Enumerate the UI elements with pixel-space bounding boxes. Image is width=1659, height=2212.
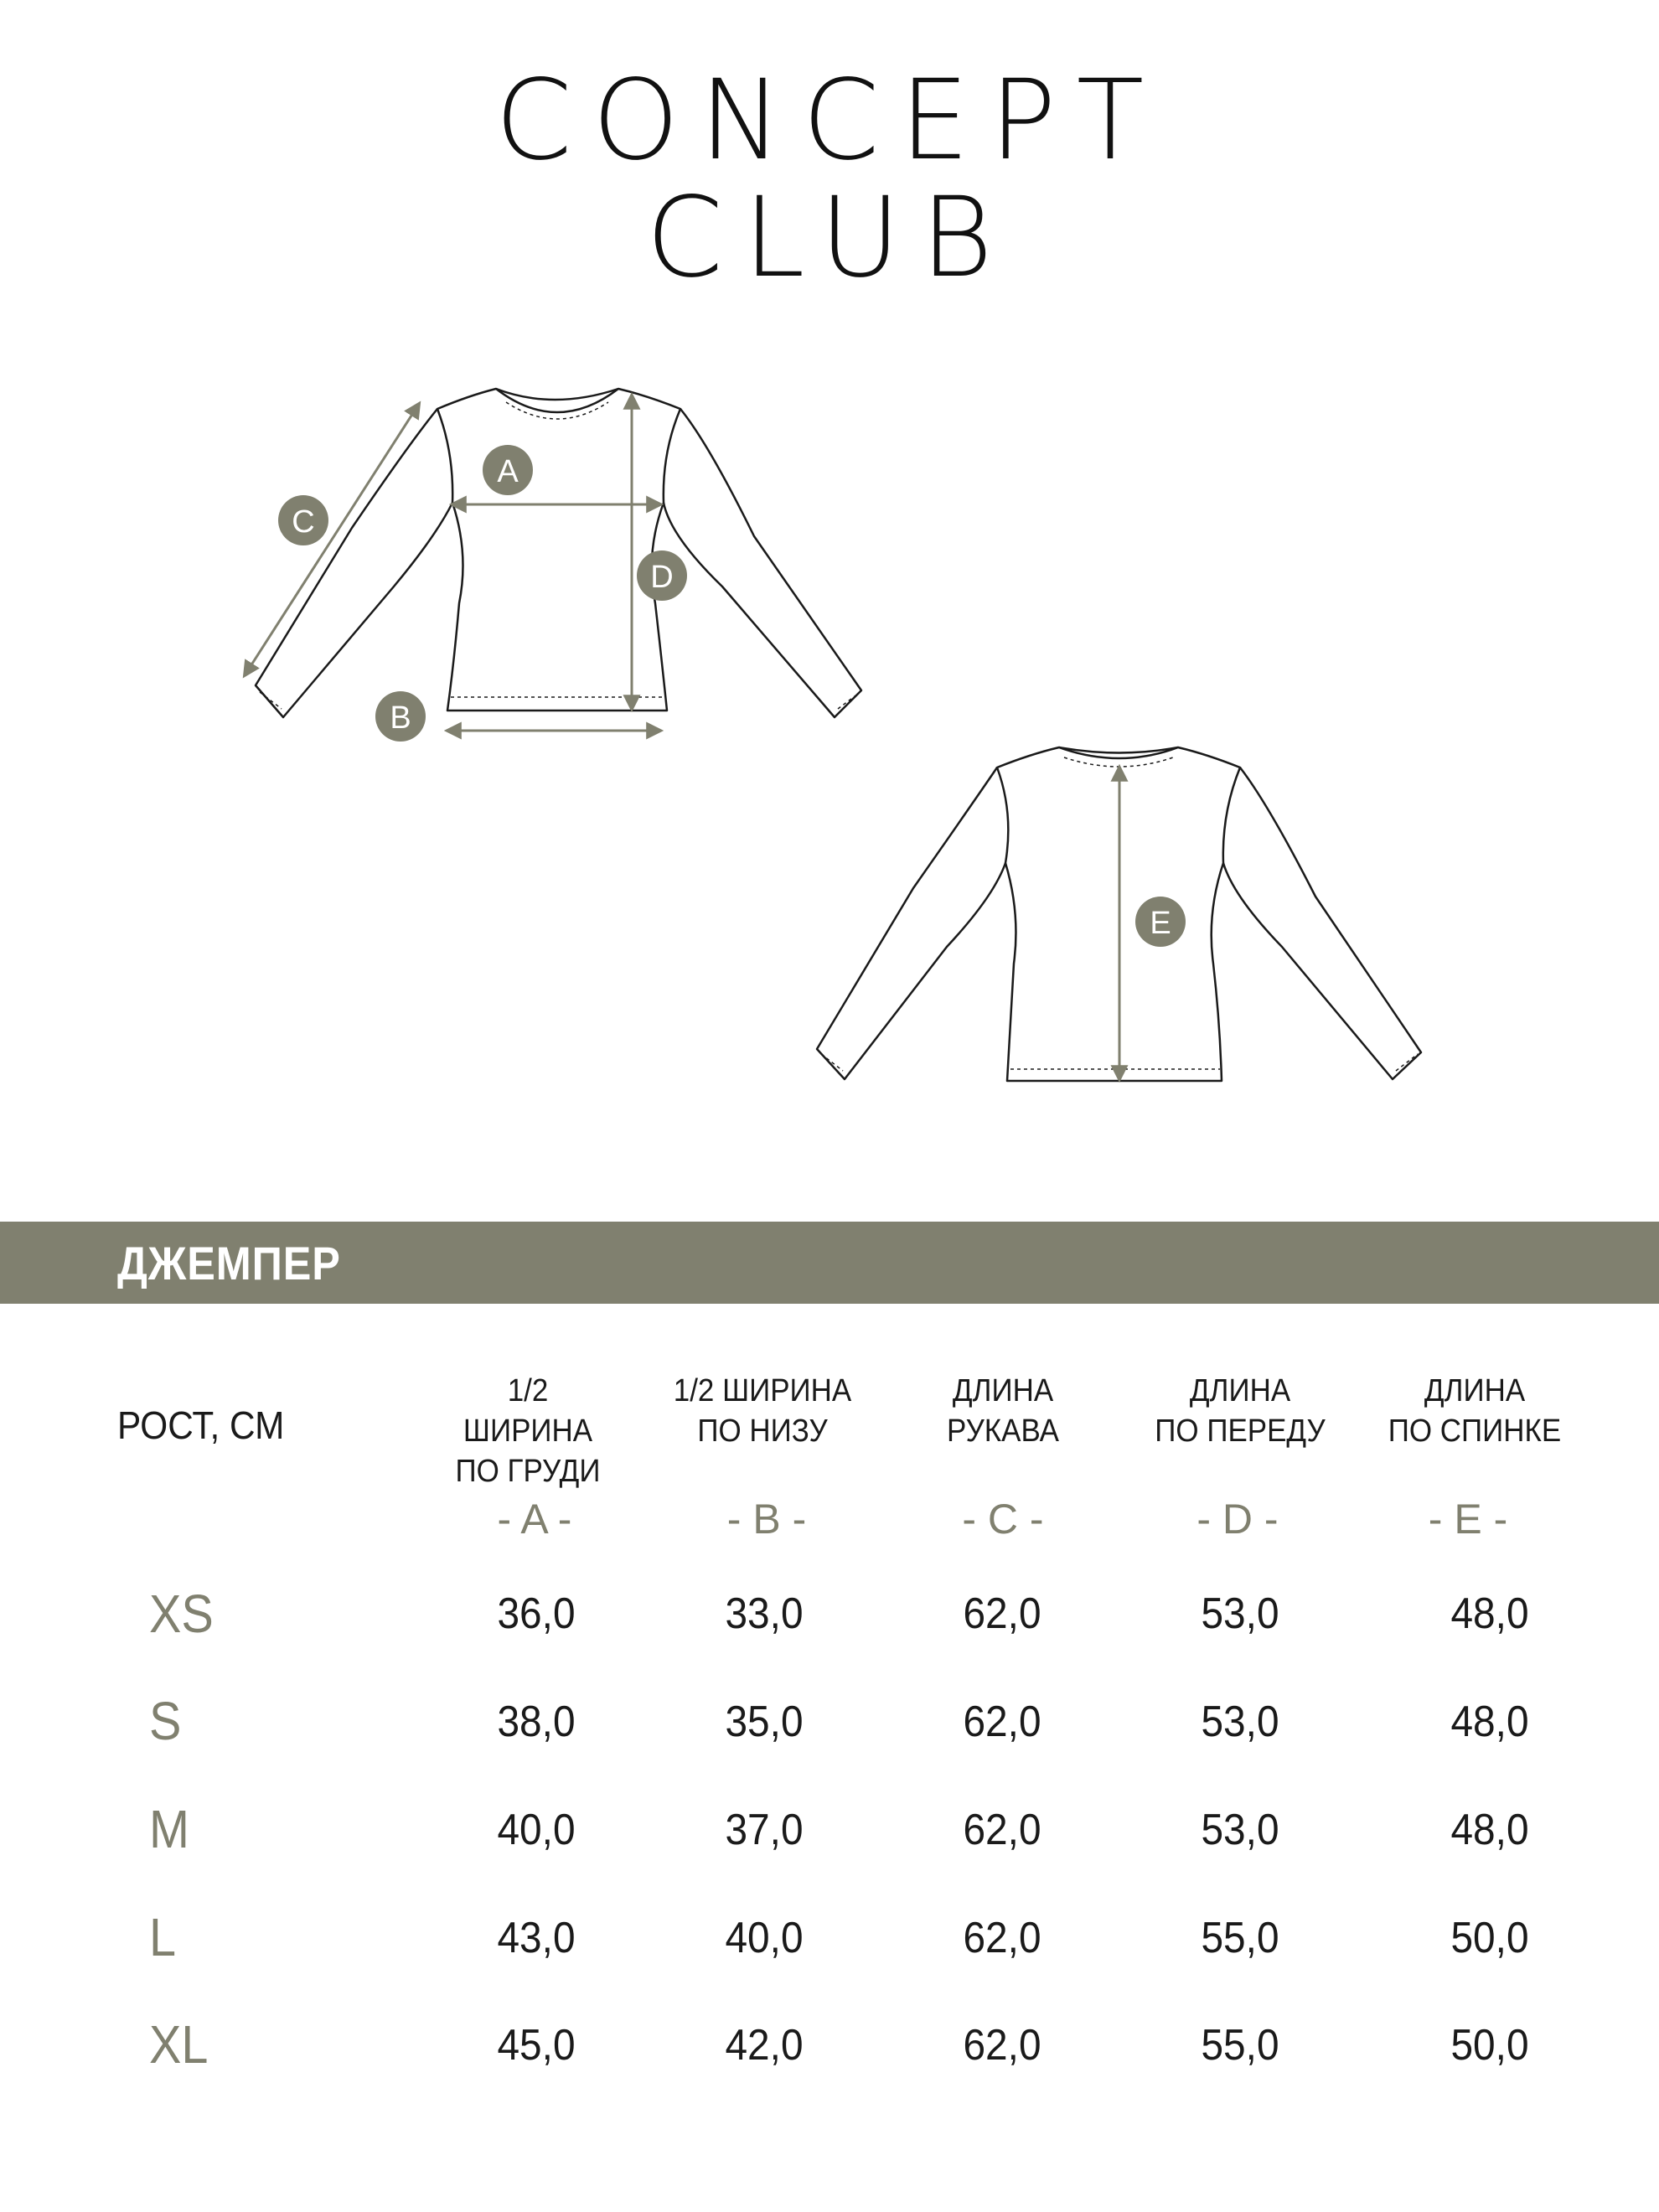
brand-logo-line1: CONCEPT bbox=[494, 56, 1165, 185]
marker-d-label: D bbox=[650, 560, 674, 595]
marker-b bbox=[375, 691, 426, 742]
size-label-s: S bbox=[149, 1691, 182, 1751]
column-header-c: ДЛИНА РУКАВА bbox=[947, 1373, 1059, 1449]
table-cell: 62,0 bbox=[963, 1589, 1041, 1638]
table-cell: 38,0 bbox=[497, 1698, 576, 1746]
garment-diagram bbox=[0, 335, 1659, 1123]
column-header-d: ДЛИНА ПО ПЕРЕДУ bbox=[1155, 1373, 1326, 1449]
table-cell: 53,0 bbox=[1201, 1589, 1279, 1638]
table-cell: 42,0 bbox=[725, 2021, 804, 2070]
back-left-sleeve bbox=[817, 767, 1005, 1079]
table-cell: 48,0 bbox=[1450, 1698, 1529, 1746]
table-cell: 45,0 bbox=[497, 2021, 576, 2070]
section-title: ДЖЕМПЕР bbox=[117, 1237, 341, 1289]
size-label-xl: XL bbox=[149, 2014, 209, 2075]
table-cell: 36,0 bbox=[497, 1589, 576, 1638]
marker-e-label: E bbox=[1150, 906, 1171, 941]
column-header-a: 1/2 ШИРИНА ПО ГРУДИ bbox=[455, 1373, 601, 1489]
marker-c bbox=[278, 495, 328, 545]
front-right-sleeve bbox=[664, 409, 861, 717]
table-cell: 40,0 bbox=[725, 1914, 804, 1962]
marker-a-label: A bbox=[497, 454, 519, 489]
marker-c-label: C bbox=[292, 504, 315, 540]
table-cell: 43,0 bbox=[497, 1914, 576, 1962]
table-cell: 48,0 bbox=[1450, 1589, 1529, 1638]
front-view bbox=[256, 389, 861, 717]
column-code-a: - A - bbox=[497, 1496, 572, 1543]
column-header-b: 1/2 ШИРИНА ПО НИЗУ bbox=[673, 1373, 852, 1449]
table-cell: 35,0 bbox=[725, 1698, 804, 1746]
table-cell: 55,0 bbox=[1201, 1914, 1279, 1962]
marker-e bbox=[1135, 897, 1186, 947]
marker-a bbox=[483, 445, 533, 495]
column-code-c: - C - bbox=[962, 1496, 1044, 1543]
table-cell: 50,0 bbox=[1450, 2021, 1529, 2070]
back-right-sleeve bbox=[1223, 767, 1421, 1079]
table-cell: 50,0 bbox=[1450, 1914, 1529, 1962]
column-code-e: - E - bbox=[1428, 1496, 1508, 1543]
table-cell: 53,0 bbox=[1201, 1806, 1279, 1854]
table-cell: 53,0 bbox=[1201, 1698, 1279, 1746]
column-code-b: - B - bbox=[726, 1496, 807, 1543]
marker-d bbox=[637, 550, 687, 601]
table-cell: 55,0 bbox=[1201, 2021, 1279, 2070]
table-cell: 62,0 bbox=[963, 1698, 1041, 1746]
marker-b-label: B bbox=[390, 700, 411, 736]
column-code-d: - D - bbox=[1196, 1496, 1279, 1543]
row-header: РОСТ, СМ bbox=[117, 1403, 285, 1447]
section-banner bbox=[0, 1222, 1659, 1304]
table-cell: 62,0 bbox=[963, 2021, 1041, 2070]
size-label-m: M bbox=[149, 1799, 189, 1859]
table-cell: 62,0 bbox=[963, 1914, 1041, 1962]
brand-logo-line2: CLUB bbox=[645, 173, 1014, 302]
table-cell: 62,0 bbox=[963, 1806, 1041, 1854]
size-label-l: L bbox=[149, 1907, 177, 1967]
table-cell: 37,0 bbox=[725, 1806, 804, 1854]
table-cell: 48,0 bbox=[1450, 1806, 1529, 1854]
front-body-outline bbox=[437, 389, 680, 711]
measure-c-arrow bbox=[245, 404, 419, 675]
table-cell: 40,0 bbox=[497, 1806, 576, 1854]
size-label-xs: XS bbox=[149, 1584, 214, 1644]
column-header-e: ДЛИНА ПО СПИНКЕ bbox=[1388, 1373, 1562, 1449]
table-cell: 33,0 bbox=[725, 1589, 804, 1638]
front-left-sleeve bbox=[256, 409, 452, 717]
